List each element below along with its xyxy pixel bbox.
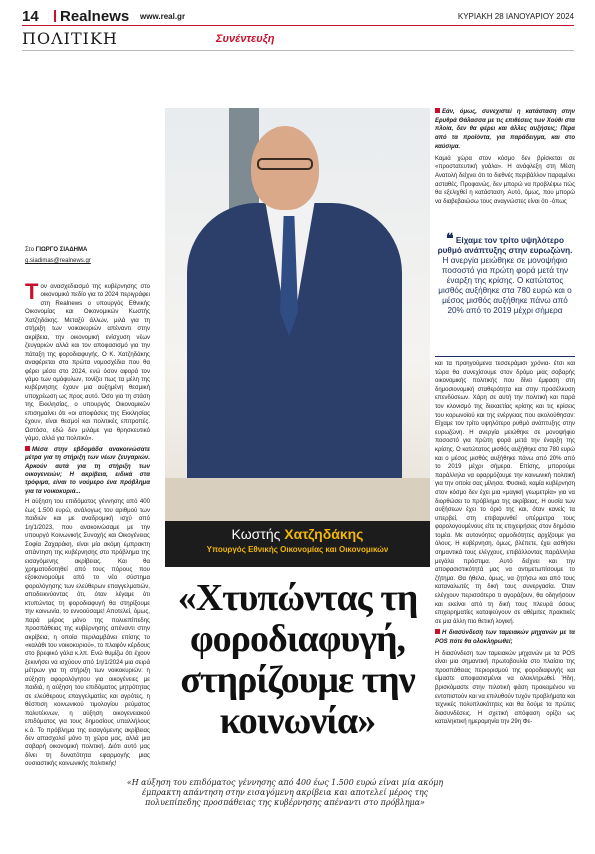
- article-lede: «Η αύξηση του επιδόματος γέννησης από 400 έως 1.500 ευρώ είναι μία ακόμη έμπρακτη απάντηση στην εισαγόμενη ακρίβεια και αποτελεί μέρος της πολυεπίπεδης προσπάθειας της κυβέρνησης απέναντι στο πρόβλημα»: [126, 778, 444, 807]
- drop-cap: Τ: [25, 279, 39, 304]
- intro-text: ον ανασχεδιασμό της κυβέρνησης στο οικονομικό πεδίο για το 2024 περιγράφει στη Realnews ο υπουργός Εθνικής Οικονομίας και Οικονομικών Κωστής Χατζηδάκης. Μεταξύ άλλων, μιλά για τη στήριξη των νοικοκυριών απέναντι στην ακρίβεια, την οικονομική ενίσχυση νέων ζευγαριών αλλά και τον αποφασισμό για την πάταξη της φοροδιαφυγής. Ο Κ. Χατζηδάκης αναφέρεται στα πρώτα νομοσχέδια που θα φέρει μέσα στο 2024, ενώ όσον αφορά τον γάμο των ομόφυλων, τονίζει πως τα μέλη της κυβέρνησης έχουν μια αυξημένη θεσμική υποχρέωση ως προς αυτό. Όσο για τη στάση της Εκκλησίας, ο υπουργός Οικονομικών επισημαίνει ότι «οι αποφάσεις της Εκκλησίας έχουν, είναι θεσμοί και πολιτικές επιτροπές. Ωστόσο, εδώ δεν μιλάμε για θρησκευτικό γάμο, αλλά για πολιτικό».: [25, 283, 150, 443]
- byline-author: ΓΙΩΡΓΟ ΣΙΑΔΗΜΑ: [35, 247, 88, 253]
- byline: [25, 246, 91, 266]
- brand-logo: [56, 8, 129, 25]
- page-header: [22, 8, 574, 48]
- question-1: Μέσα στην εβδομάδα ανακοινώσατε μέτρα για τη στήριξη των νέων ζευγαριών. Αρκούν αυτά για τη στήριξη των οικογενειών; Η ακρίβεια, ειδικά στα τρόφιμα, είναι το νούμερο ένα πρόβλημα για τα νοικοκυριά...: [25, 445, 150, 495]
- page-number: 14: [22, 8, 39, 25]
- brand-separator: [54, 10, 56, 22]
- interviewee-first-name: Κωστής: [231, 526, 281, 542]
- photo-glasses: [257, 158, 313, 170]
- answer-2-continued: και τα προηγούμενα τεσσεράμισι χρόνια- έτσι και τώρα θα συνεχίσουμε στον δρόμο μιας σοβαρής οικονομικής πολιτικής που δίνει έμφαση στη δημοσιονομική σταθερότητα και στην προσέλκυση επενδύσεων. Χάρη σε αυτή την πολιτική και παρά τον κλονισμό της διεκαετίας κρίσης και τις κρίσεις του κορωνοϊού και της ενέργειας που ακολούθησαν: Είχαμε τον τρίτο υψηλότερο ρυθμό ανάπτυξης στην ευρωζώνη. Η ανεργία μειώθηκε σε μονοψήφιο ποσοστό για πρώτη φορά μετά την έναρξη της κρίσης. Ο κατώτατος μισθός αυξήθηκε στα 780 ευρώ και ο μέσος μισθός αυξήθηκε πάνω από 20% από το 2019 μέχρι σήμερα. Επίσης, μπορούμε παράλληλα να εφαρμόζουμε την κοινωνική πολιτική για την οποία σας μίλησα. Φυσικά, καμία κυβέρνηση στον κόσμο δεν έχει μια «μαγική γεωμετρία» για να διορθώσει το πρόβλημα της ακρίβειας. Η ουσία των αυξήσεων έχει το όριό της και, όταν κανείς τα υπερβεί, στη επιβαρυνθεί υπέρμετρα τους φορολογουμένους είτε τις επιχειρήσεις στον δημόσιο τομέα. Με αυτονόητες αρμοδιότητες αρχίζουμε για όλους. Η κυβέρνηση, όμως, βλέπετε, έχει ασθήσει σημαντικά τους ελέγχους, επιβάλλοντας παράλληλα μεγάλα πρόστιμα. Αυτό δείχνει και την αποφασιστικότητά μας να αντιμετωπίσουμε το ζήτημα. Θα ήθελα, όμως, να ζητήσω και από τους καταναλωτές τη δική τους συνεργασία. Όταν ελέγχουν περισσότερο τι αγοράζουν, θα οδηγήσουν και εκείνοι από τη δική τους πλευρά όσους επιχειρηματίες καταφεύγουν σε αθέμιτες πρακτικές σε μια άλλη πιο θετική λογική.: [435, 361, 575, 625]
- section-title: ΠΟΛΙΤΙΚΗ: [22, 29, 118, 48]
- interviewee-surname: Χατζηδάκης: [284, 526, 364, 542]
- right-column-top: [435, 108, 575, 210]
- issue-date: ΚΥΡΙΑΚΗ 28 ΙΑΝΟΥΑΡΙΟΥ 2024: [457, 12, 574, 21]
- section-rule: [22, 50, 574, 51]
- author-email-link[interactable]: g.siadimas@realnews.gr: [25, 258, 91, 264]
- pull-quote-rule: [435, 356, 575, 357]
- intro-paragraph: [25, 279, 150, 444]
- brand-name: Realnews: [60, 8, 130, 25]
- interviewee-caption: [165, 521, 430, 567]
- header-rule: [22, 25, 574, 26]
- right-column-bottom: [435, 360, 575, 730]
- answer-2: Καμιά χώρα στον κόσμο δεν βρίσκεται σε «προστατευτική γυάλα». Η ανάφλεξη στη Μέση Ανατολή δείχνει ότι το διεθνές περιβάλλον παραμένει ασταθές. Προφανώς, δεν μπορώ να προβλέψω πώς θα εξελιχθεί η κατάσταση. Αυτό, όμως, που μπορώ να διαβεβαιώσω τους αναγνώστες είναι ότι -όπως: [435, 155, 575, 206]
- article-type: Συνέντευξη: [216, 33, 275, 45]
- pull-quote-lead: Είχαμε τον τρίτο υψηλότερο ρυθμό ανάπτυξης στην ευρωζώνη.: [437, 236, 573, 255]
- answer-1: Η αύξηση του επιδόματος γέννησης από 400 έως 1.500 ευρώ, ανάλογως του αριθμού των παιδιών και με αναδρομική ισχύ από 1η/1/2023, που ανακοινώσαμε με την υπουργό Κοινωνικής Συνοχής και Οικογένειας Σοφία Ζαχαράκη, είναι μία ακόμη έμπρακτη απάντηση της κυβέρνησης στο πρόβλημα της εισαγόμενης ακρίβειας. Και θα χρηματοδοτηθεί από τους πόρους που εξοικονομούμε από το νέο σύστημα φορολόγησης των ελεύθερων επαγγελματιών, αποδεικνύοντας ότι, όταν λέγαμε ότι κτυπώντας τη φοροδιαφυγή θα στηρίξουμε την κοινωνία, το εννοούσαμε! Αποτελεί, όμως, παρά μέρος μόνο της πολυεπίπεδης προσπάθειας της κυβέρνησης απέναντι στην ακρίβεια, η οποία περιλαμβάνει επίσης το «καλάθι του νοικοκυριού», το πλαφόν κέρδους στο βρεφικό γάλα κ.λπ. Ενώ θυμίζω ότι έχουν ξεκινήσει να ισχύουν από 1η/1/2024 μια σειρά μέτρων για τη στήριξη των νοικοκυριών: η αύξηση αφορολόγητου για οικογένειες με παιδιά, η αύξηση του επιδόματος μητρότητας σε ελεύθερους επαγγελματίες και αγρότες, η θέσπιση κοινωνικού τιμολογίου ρεύματος πολυτέκνων, η αύξηση οικογενειακού επιδόματος για τους δημοσίους υπαλλήλους κ.ά. Το πρόβλημα της εισαγόμενης ακρίβειας δεν απασχολεί μόνο τη χώρα μας, αλλά μια σοβαρή οικονομική πολιτική. Διότι αυτό μας δίνει τη δυνατότητα εφαρμογής μιας ουσιαστικής κοινωνικής πολιτικής!: [25, 498, 150, 768]
- pull-quote-body: Η ανεργία μειώθηκε σε μονοψήφιο ποσοστό για πρώτη φορά μετά την έναρξη της κρίσης. Ο κατώτατος μισθός αυξήθηκε στα 780 ευρώ και ο μέσος μισθός αυξήθηκε πάνω από 20% από το 2019 μέχρι σήμερα: [438, 256, 572, 315]
- byline-prefix: Στο: [25, 247, 35, 253]
- article-headline: «Χτυπώντας τη φοροδιαφυγή, στηρίζουμε την κοινωνία»: [177, 577, 418, 742]
- left-column: [25, 279, 150, 771]
- question-3: Η διασύνδεση των ταμειακών μηχανών με τα POS πότε θα ολοκληρωθεί;: [435, 630, 575, 645]
- quote-mark-icon: ❝: [446, 230, 454, 246]
- pull-quote: [435, 230, 575, 316]
- interviewee-name: [165, 521, 430, 542]
- answer-3: Η διασύνδεση των ταμειακών μηχανών με τα POS είναι μια σημαντική πρωτοβουλία στο πλαίσιο της προσπάθειας περιορισμού της φοροδιαφυγής και είμαστε αποφασισμένοι να ολοκληρωθεί. Ήδη, βρισκόμαστε στην πιλοτική φάση προκειμένου να εντοπιστούν και να επιλυθούν τυχόν προβλήματα και τεχνικές πολυπλοκότητες και θα δούμε τα πρώτες διασυνδέσεις. Η σχετική απόφαση ορίζει ως καταληκτική ημερομηνία την 29η Φε-: [435, 650, 575, 726]
- interviewee-role: Υπουργός Εθνικής Οικονομίας και Οικονομικών: [206, 545, 389, 554]
- site-url: www.real.gr: [140, 12, 186, 21]
- question-2: Εάν, όμως, συνεχιστεί η κατάσταση στην Ερυθρά Θάλασσα με τις επιθέσεις των Χούθι στα πλοία, δεν θα φέρει και άλλες αυξήσεις; Πέρα από τα προϊόντα, για παράδειγμα, και στο καύσιμα.: [435, 109, 575, 150]
- interviewee-photo: [165, 108, 430, 528]
